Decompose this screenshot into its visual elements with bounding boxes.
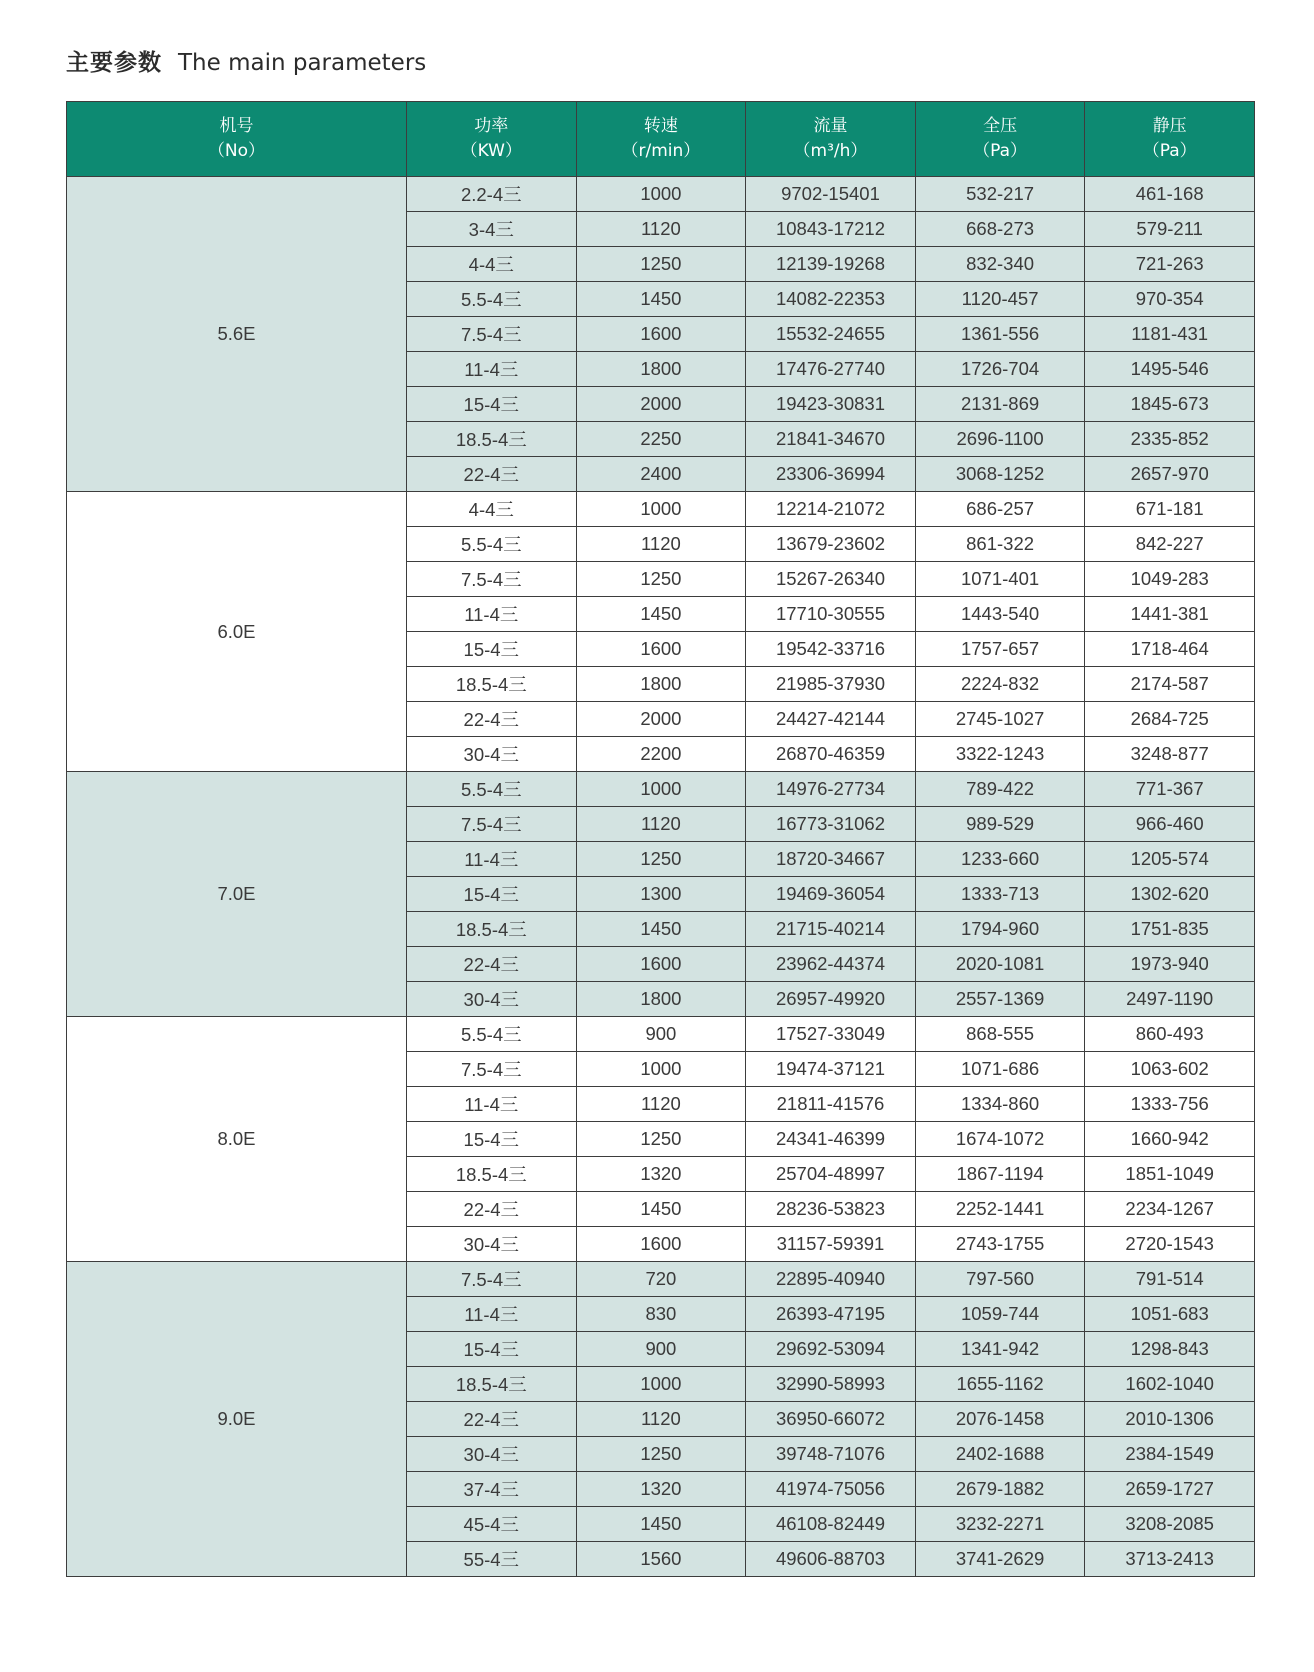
flow-cell: 49606-88703 — [746, 1542, 916, 1577]
speed-cell: 1250 — [576, 247, 746, 282]
speed-cell: 1800 — [576, 667, 746, 702]
static-pressure-cell: 1602-1040 — [1085, 1367, 1255, 1402]
parameters-table — [66, 101, 1255, 1577]
static-pressure-cell: 3713-2413 — [1085, 1542, 1255, 1577]
speed-cell: 1600 — [576, 632, 746, 667]
static-pressure-cell: 3248-877 — [1085, 737, 1255, 772]
total-pressure-cell: 3232-2271 — [915, 1507, 1085, 1542]
total-pressure-cell: 832-340 — [915, 247, 1085, 282]
total-pressure-cell: 1071-401 — [915, 562, 1085, 597]
static-pressure-cell: 970-354 — [1085, 282, 1255, 317]
power-cell: 30-4三 — [407, 1437, 577, 1472]
speed-cell: 2250 — [576, 422, 746, 457]
static-pressure-cell: 1051-683 — [1085, 1297, 1255, 1332]
speed-cell: 830 — [576, 1297, 746, 1332]
flow-cell: 25704-48997 — [746, 1157, 916, 1192]
power-cell: 15-4三 — [407, 1122, 577, 1157]
total-pressure-cell: 2743-1755 — [915, 1227, 1085, 1262]
total-pressure-cell: 2679-1882 — [915, 1472, 1085, 1507]
power-cell: 55-4三 — [407, 1542, 577, 1577]
flow-cell: 13679-23602 — [746, 527, 916, 562]
flow-cell: 14976-27734 — [746, 772, 916, 807]
static-pressure-cell: 1845-673 — [1085, 387, 1255, 422]
flow-cell: 23962-44374 — [746, 947, 916, 982]
header-static-pressure: 静压 （Pa） — [1085, 102, 1255, 177]
static-pressure-cell: 1298-843 — [1085, 1332, 1255, 1367]
speed-cell: 2000 — [576, 387, 746, 422]
model-no-cell: 9.0E — [67, 1262, 407, 1577]
static-pressure-cell: 3208-2085 — [1085, 1507, 1255, 1542]
flow-cell: 15532-24655 — [746, 317, 916, 352]
power-cell: 45-4三 — [407, 1507, 577, 1542]
power-cell: 22-4三 — [407, 1402, 577, 1437]
total-pressure-cell: 1341-942 — [915, 1332, 1085, 1367]
power-cell: 30-4三 — [407, 982, 577, 1017]
speed-cell: 1000 — [576, 772, 746, 807]
speed-cell: 1000 — [576, 492, 746, 527]
speed-cell: 1250 — [576, 842, 746, 877]
flow-cell: 14082-22353 — [746, 282, 916, 317]
model-no-cell: 6.0E — [67, 492, 407, 772]
flow-cell: 9702-15401 — [746, 177, 916, 212]
static-pressure-cell: 2684-725 — [1085, 702, 1255, 737]
flow-cell: 41974-75056 — [746, 1472, 916, 1507]
power-cell: 30-4三 — [407, 1227, 577, 1262]
total-pressure-cell: 1674-1072 — [915, 1122, 1085, 1157]
total-pressure-cell: 1757-657 — [915, 632, 1085, 667]
static-pressure-cell: 579-211 — [1085, 212, 1255, 247]
static-pressure-cell: 2234-1267 — [1085, 1192, 1255, 1227]
flow-cell: 17710-30555 — [746, 597, 916, 632]
header-total-pressure: 全压 （Pa） — [915, 102, 1085, 177]
power-cell: 22-4三 — [407, 947, 577, 982]
speed-cell: 1120 — [576, 1087, 746, 1122]
total-pressure-cell: 1120-457 — [915, 282, 1085, 317]
total-pressure-cell: 1443-540 — [915, 597, 1085, 632]
power-cell: 7.5-4三 — [407, 562, 577, 597]
power-cell: 11-4三 — [407, 352, 577, 387]
table-row — [67, 772, 1255, 807]
power-cell: 5.5-4三 — [407, 1017, 577, 1052]
table-row — [67, 1017, 1255, 1052]
speed-cell: 2400 — [576, 457, 746, 492]
power-cell: 15-4三 — [407, 1332, 577, 1367]
total-pressure-cell: 2696-1100 — [915, 422, 1085, 457]
speed-cell: 1800 — [576, 982, 746, 1017]
speed-cell: 1450 — [576, 912, 746, 947]
flow-cell: 19542-33716 — [746, 632, 916, 667]
total-pressure-cell: 1071-686 — [915, 1052, 1085, 1087]
flow-cell: 15267-26340 — [746, 562, 916, 597]
static-pressure-cell: 791-514 — [1085, 1262, 1255, 1297]
static-pressure-cell: 1441-381 — [1085, 597, 1255, 632]
speed-cell: 1600 — [576, 317, 746, 352]
flow-cell: 12139-19268 — [746, 247, 916, 282]
total-pressure-cell: 2020-1081 — [915, 947, 1085, 982]
total-pressure-cell: 1867-1194 — [915, 1157, 1085, 1192]
flow-cell: 21715-40214 — [746, 912, 916, 947]
static-pressure-cell: 771-367 — [1085, 772, 1255, 807]
static-pressure-cell: 1973-940 — [1085, 947, 1255, 982]
power-cell: 11-4三 — [407, 842, 577, 877]
static-pressure-cell: 721-263 — [1085, 247, 1255, 282]
flow-cell: 26870-46359 — [746, 737, 916, 772]
table-body — [67, 177, 1255, 1577]
total-pressure-cell: 3322-1243 — [915, 737, 1085, 772]
power-cell: 11-4三 — [407, 597, 577, 632]
power-cell: 22-4三 — [407, 457, 577, 492]
header-speed: 转速 （r/min） — [576, 102, 746, 177]
static-pressure-cell: 1495-546 — [1085, 352, 1255, 387]
flow-cell: 21985-37930 — [746, 667, 916, 702]
speed-cell: 1000 — [576, 1367, 746, 1402]
static-pressure-cell: 2497-1190 — [1085, 982, 1255, 1017]
flow-cell: 21811-41576 — [746, 1087, 916, 1122]
speed-cell: 720 — [576, 1262, 746, 1297]
page-title-zh: 主要参数 — [66, 50, 162, 76]
flow-cell: 19469-36054 — [746, 877, 916, 912]
model-no-cell: 5.6E — [67, 177, 407, 492]
static-pressure-cell: 1718-464 — [1085, 632, 1255, 667]
static-pressure-cell: 1851-1049 — [1085, 1157, 1255, 1192]
table-row — [67, 1262, 1255, 1297]
static-pressure-cell: 2335-852 — [1085, 422, 1255, 457]
power-cell: 11-4三 — [407, 1087, 577, 1122]
total-pressure-cell: 2557-1369 — [915, 982, 1085, 1017]
power-cell: 11-4三 — [407, 1297, 577, 1332]
speed-cell: 1300 — [576, 877, 746, 912]
flow-cell: 36950-66072 — [746, 1402, 916, 1437]
speed-cell: 1250 — [576, 1122, 746, 1157]
total-pressure-cell: 1726-704 — [915, 352, 1085, 387]
speed-cell: 1120 — [576, 527, 746, 562]
static-pressure-cell: 2720-1543 — [1085, 1227, 1255, 1262]
speed-cell: 900 — [576, 1017, 746, 1052]
static-pressure-cell: 1333-756 — [1085, 1087, 1255, 1122]
power-cell: 7.5-4三 — [407, 1262, 577, 1297]
total-pressure-cell: 1333-713 — [915, 877, 1085, 912]
header-model-no: 机号 （No） — [67, 102, 407, 177]
total-pressure-cell: 1334-860 — [915, 1087, 1085, 1122]
total-pressure-cell: 789-422 — [915, 772, 1085, 807]
static-pressure-cell: 2384-1549 — [1085, 1437, 1255, 1472]
flow-cell: 17527-33049 — [746, 1017, 916, 1052]
speed-cell: 1120 — [576, 212, 746, 247]
power-cell: 22-4三 — [407, 702, 577, 737]
power-cell: 5.5-4三 — [407, 772, 577, 807]
total-pressure-cell: 686-257 — [915, 492, 1085, 527]
static-pressure-cell: 1660-942 — [1085, 1122, 1255, 1157]
total-pressure-cell: 2131-869 — [915, 387, 1085, 422]
power-cell: 7.5-4三 — [407, 807, 577, 842]
table-header-row — [67, 102, 1255, 177]
speed-cell: 1250 — [576, 1437, 746, 1472]
speed-cell: 1600 — [576, 1227, 746, 1262]
speed-cell: 1450 — [576, 1192, 746, 1227]
total-pressure-cell: 2252-1441 — [915, 1192, 1085, 1227]
flow-cell: 21841-34670 — [746, 422, 916, 457]
model-no-cell: 7.0E — [67, 772, 407, 1017]
static-pressure-cell: 2659-1727 — [1085, 1472, 1255, 1507]
flow-cell: 23306-36994 — [746, 457, 916, 492]
total-pressure-cell: 3068-1252 — [915, 457, 1085, 492]
power-cell: 18.5-4三 — [407, 667, 577, 702]
static-pressure-cell: 1205-574 — [1085, 842, 1255, 877]
total-pressure-cell: 532-217 — [915, 177, 1085, 212]
page-title-en: The main parameters — [178, 50, 427, 76]
speed-cell: 1560 — [576, 1542, 746, 1577]
static-pressure-cell: 860-493 — [1085, 1017, 1255, 1052]
static-pressure-cell: 1063-602 — [1085, 1052, 1255, 1087]
power-cell: 15-4三 — [407, 877, 577, 912]
power-cell: 15-4三 — [407, 632, 577, 667]
header-power: 功率 （KW） — [407, 102, 577, 177]
total-pressure-cell: 797-560 — [915, 1262, 1085, 1297]
flow-cell: 39748-71076 — [746, 1437, 916, 1472]
static-pressure-cell: 2010-1306 — [1085, 1402, 1255, 1437]
power-cell: 22-4三 — [407, 1192, 577, 1227]
speed-cell: 1450 — [576, 282, 746, 317]
flow-cell: 12214-21072 — [746, 492, 916, 527]
flow-cell: 16773-31062 — [746, 807, 916, 842]
page-title — [66, 44, 426, 77]
total-pressure-cell: 1655-1162 — [915, 1367, 1085, 1402]
power-cell: 30-4三 — [407, 737, 577, 772]
table-row — [67, 177, 1255, 212]
flow-cell: 19474-37121 — [746, 1052, 916, 1087]
static-pressure-cell: 671-181 — [1085, 492, 1255, 527]
power-cell: 5.5-4三 — [407, 527, 577, 562]
speed-cell: 1320 — [576, 1472, 746, 1507]
static-pressure-cell: 2657-970 — [1085, 457, 1255, 492]
speed-cell: 1120 — [576, 1402, 746, 1437]
power-cell: 18.5-4三 — [407, 1157, 577, 1192]
flow-cell: 31157-59391 — [746, 1227, 916, 1262]
speed-cell: 1000 — [576, 1052, 746, 1087]
speed-cell: 1000 — [576, 177, 746, 212]
power-cell: 18.5-4三 — [407, 912, 577, 947]
flow-cell: 10843-17212 — [746, 212, 916, 247]
static-pressure-cell: 1049-283 — [1085, 562, 1255, 597]
flow-cell: 17476-27740 — [746, 352, 916, 387]
flow-cell: 28236-53823 — [746, 1192, 916, 1227]
total-pressure-cell: 2224-832 — [915, 667, 1085, 702]
speed-cell: 1120 — [576, 807, 746, 842]
power-cell: 5.5-4三 — [407, 282, 577, 317]
static-pressure-cell: 966-460 — [1085, 807, 1255, 842]
static-pressure-cell: 1751-835 — [1085, 912, 1255, 947]
static-pressure-cell: 2174-587 — [1085, 667, 1255, 702]
power-cell: 37-4三 — [407, 1472, 577, 1507]
power-cell: 4-4三 — [407, 247, 577, 282]
total-pressure-cell: 2076-1458 — [915, 1402, 1085, 1437]
static-pressure-cell: 1181-431 — [1085, 317, 1255, 352]
power-cell: 7.5-4三 — [407, 1052, 577, 1087]
flow-cell: 24427-42144 — [746, 702, 916, 737]
power-cell: 7.5-4三 — [407, 317, 577, 352]
total-pressure-cell: 668-273 — [915, 212, 1085, 247]
total-pressure-cell: 2745-1027 — [915, 702, 1085, 737]
power-cell: 3-4三 — [407, 212, 577, 247]
speed-cell: 1450 — [576, 1507, 746, 1542]
header-flow: 流量 （m³/h） — [746, 102, 916, 177]
total-pressure-cell: 989-529 — [915, 807, 1085, 842]
static-pressure-cell: 1302-620 — [1085, 877, 1255, 912]
total-pressure-cell: 1361-556 — [915, 317, 1085, 352]
total-pressure-cell: 1233-660 — [915, 842, 1085, 877]
flow-cell: 26957-49920 — [746, 982, 916, 1017]
flow-cell: 26393-47195 — [746, 1297, 916, 1332]
flow-cell: 32990-58993 — [746, 1367, 916, 1402]
table-row — [67, 492, 1255, 527]
static-pressure-cell: 842-227 — [1085, 527, 1255, 562]
power-cell: 4-4三 — [407, 492, 577, 527]
total-pressure-cell: 868-555 — [915, 1017, 1085, 1052]
total-pressure-cell: 1059-744 — [915, 1297, 1085, 1332]
flow-cell: 22895-40940 — [746, 1262, 916, 1297]
speed-cell: 900 — [576, 1332, 746, 1367]
speed-cell: 1320 — [576, 1157, 746, 1192]
speed-cell: 1450 — [576, 597, 746, 632]
speed-cell: 1800 — [576, 352, 746, 387]
total-pressure-cell: 1794-960 — [915, 912, 1085, 947]
total-pressure-cell: 3741-2629 — [915, 1542, 1085, 1577]
power-cell: 2.2-4三 — [407, 177, 577, 212]
static-pressure-cell: 461-168 — [1085, 177, 1255, 212]
speed-cell: 1250 — [576, 562, 746, 597]
flow-cell: 18720-34667 — [746, 842, 916, 877]
speed-cell: 2000 — [576, 702, 746, 737]
total-pressure-cell: 2402-1688 — [915, 1437, 1085, 1472]
power-cell: 18.5-4三 — [407, 422, 577, 457]
speed-cell: 2200 — [576, 737, 746, 772]
power-cell: 15-4三 — [407, 387, 577, 422]
flow-cell: 24341-46399 — [746, 1122, 916, 1157]
flow-cell: 19423-30831 — [746, 387, 916, 422]
speed-cell: 1600 — [576, 947, 746, 982]
model-no-cell: 8.0E — [67, 1017, 407, 1262]
flow-cell: 29692-53094 — [746, 1332, 916, 1367]
flow-cell: 46108-82449 — [746, 1507, 916, 1542]
total-pressure-cell: 861-322 — [915, 527, 1085, 562]
power-cell: 18.5-4三 — [407, 1367, 577, 1402]
